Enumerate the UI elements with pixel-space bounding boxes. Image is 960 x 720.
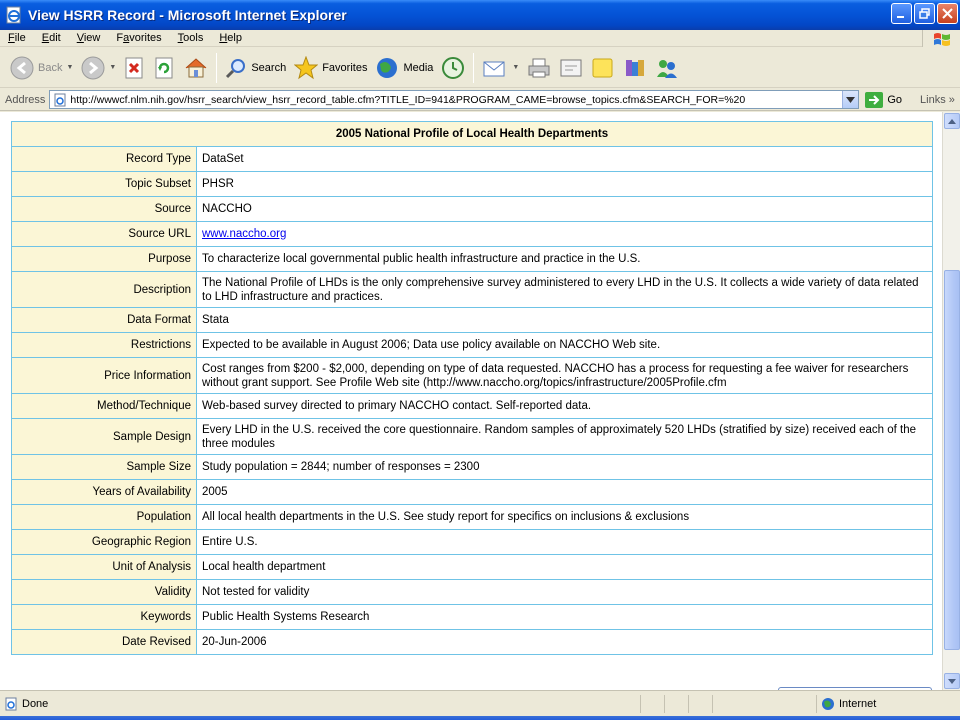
page-content (0, 112, 942, 690)
record-table (11, 121, 933, 655)
page-done-icon (4, 697, 18, 711)
refresh-icon (154, 57, 176, 79)
source-url-link[interactable]: www.naccho.org (202, 228, 287, 240)
field-value: NACCHO (197, 197, 933, 222)
edit-button[interactable] (555, 51, 587, 85)
minimize-button[interactable] (891, 3, 912, 24)
field-value: Local health department (197, 555, 933, 580)
messenger-people-icon (655, 57, 679, 79)
title-bar (0, 0, 960, 30)
links-label: Links (920, 93, 946, 106)
stop-button[interactable] (120, 51, 150, 85)
window-title: View HSRR Record - Microsoft Internet Explorer (28, 7, 347, 23)
status-panel (664, 695, 665, 713)
status-text: Done (22, 698, 49, 710)
field-label: Topic Subset (12, 172, 197, 197)
record-row (12, 480, 933, 505)
field-label: Description (12, 272, 197, 308)
close-button[interactable] (937, 3, 958, 24)
field-value: Expected to be available in August 2006; Data use policy available on NACCHO Web site. (197, 333, 933, 358)
home-icon (184, 57, 208, 79)
field-label: Price Information (12, 358, 197, 394)
star-icon (294, 56, 318, 80)
page-icon (53, 93, 67, 107)
record-row (12, 197, 933, 222)
address-dropdown-button[interactable] (842, 91, 858, 108)
record-row (12, 247, 933, 272)
history-icon (441, 56, 465, 80)
field-value: Entire U.S. (197, 530, 933, 555)
chevron-down-icon (846, 97, 855, 103)
record-title: 2005 National Profile of Local Health Departments (12, 122, 933, 147)
address-label: Address (5, 93, 46, 106)
back-label: Back (38, 61, 63, 74)
field-label: Geographic Region (12, 530, 197, 555)
record-row (12, 555, 933, 580)
field-value (197, 222, 933, 247)
search-icon (225, 57, 247, 79)
history-button[interactable] (437, 51, 469, 85)
address-input[interactable] (49, 90, 859, 109)
field-value: Study population = 2844; number of responses = 2300 (197, 455, 933, 480)
media-button[interactable] (371, 51, 437, 85)
maximize-button[interactable] (914, 3, 935, 24)
scroll-up-button[interactable] (944, 113, 960, 129)
field-label: Population (12, 505, 197, 530)
field-value: Cost ranges from $200 - $2,000, depending on type of data requested. NACCHO has a process for requesting a fee waiver for researchers without grant support. See Profile Web site (http://www.naccho.org/topics/infrastructure/2005Profile.cfm (197, 358, 933, 394)
record-row (12, 605, 933, 630)
vertical-scrollbar[interactable] (942, 112, 960, 690)
chevron-down-icon[interactable]: ▼ (109, 64, 117, 71)
field-label: Data Format (12, 308, 197, 333)
record-row (12, 455, 933, 480)
edit-page-icon (559, 57, 583, 79)
field-label: Unit of Analysis (12, 555, 197, 580)
go-button[interactable] (865, 92, 902, 108)
go-arrow-icon (865, 92, 883, 108)
ie-page-icon (5, 6, 23, 24)
field-label: Validity (12, 580, 197, 605)
media-globe-icon (375, 56, 399, 80)
field-value: To characterize local governmental public health infrastructure and practice in the U.S. (197, 247, 933, 272)
refresh-button[interactable] (150, 51, 180, 85)
record-row (12, 333, 933, 358)
status-panel (640, 695, 641, 713)
field-label: Source URL (12, 222, 197, 247)
research-books-icon (623, 57, 647, 79)
home-button[interactable] (180, 51, 212, 85)
record-row (12, 172, 933, 197)
menu-file[interactable]: File (8, 32, 26, 44)
record-row (12, 630, 933, 655)
field-value: The National Profile of LHDs is the only comprehensive survey administered to every LHD in the U.S. It collects a wide variety of data related to LHD infrastructure and practices. (197, 272, 933, 308)
minimize-icon (896, 8, 907, 19)
chevron-down-icon[interactable]: ▼ (512, 64, 520, 71)
windows-logo-icon (922, 30, 960, 47)
standard-toolbar (0, 48, 960, 88)
menu-edit[interactable]: Edit (41, 32, 61, 44)
search-button[interactable] (221, 51, 290, 85)
research-button[interactable] (619, 51, 651, 85)
print-button[interactable] (523, 51, 555, 85)
menu-favorites[interactable]: Favorites (116, 32, 162, 44)
menu-bar (0, 30, 960, 47)
messenger-button[interactable] (651, 51, 683, 85)
status-panel (688, 695, 689, 713)
field-value: Every LHD in the U.S. received the core questionnaire. Random samples of approximately 520 LHDs (stratified by size) received each of the three modules (197, 419, 933, 455)
mail-icon (482, 57, 508, 79)
internet-globe-icon (821, 697, 835, 711)
field-value: Public Health Systems Research (197, 605, 933, 630)
field-label: Purpose (12, 247, 197, 272)
field-label: Source (12, 197, 197, 222)
status-bar (0, 690, 960, 720)
record-row (12, 147, 933, 172)
record-row (12, 419, 933, 455)
field-value: 2005 (197, 480, 933, 505)
field-value: Not tested for validity (197, 580, 933, 605)
media-label: Media (403, 61, 434, 74)
go-label: Go (887, 93, 903, 106)
address-bar (0, 89, 960, 111)
back-arrow-icon (10, 56, 34, 80)
forward-button[interactable] (77, 51, 120, 85)
menu-tools[interactable]: Tools (177, 32, 204, 44)
chevron-up-icon (948, 119, 956, 124)
note-icon (591, 57, 615, 79)
toolbar-separator (216, 53, 217, 83)
record-row (12, 272, 933, 308)
record-row (12, 308, 933, 333)
record-title-row (12, 122, 933, 147)
mail-button[interactable] (478, 51, 523, 85)
field-value: All local health departments in the U.S. See study report for specifics on inclusions & exclusions (197, 505, 933, 530)
restore-icon (919, 8, 930, 19)
status-panel (712, 695, 713, 713)
chevron-double-right-icon: » (948, 93, 955, 106)
field-value: Web-based survey directed to primary NACCHO contact. Self-reported data. (197, 394, 933, 419)
menu-help[interactable]: Help (219, 32, 242, 44)
record-row (12, 222, 933, 247)
field-value: Stata (197, 308, 933, 333)
printer-icon (527, 57, 551, 79)
favorites-label: Favorites (322, 61, 368, 74)
taskbar-edge (0, 716, 960, 720)
chevron-down-icon[interactable]: ▼ (66, 64, 74, 71)
record-row (12, 530, 933, 555)
close-icon (942, 8, 953, 19)
field-label: Sample Size (12, 455, 197, 480)
security-zone (816, 695, 876, 713)
menu-view[interactable]: View (76, 32, 101, 44)
favorites-button[interactable] (290, 51, 371, 85)
field-label: Date Revised (12, 630, 197, 655)
record-row (12, 358, 933, 394)
field-label: Record Type (12, 147, 197, 172)
scroll-down-button[interactable] (944, 673, 960, 689)
back-button[interactable] (6, 51, 77, 85)
field-value: PHSR (197, 172, 933, 197)
field-label: Restrictions (12, 333, 197, 358)
toolbar-separator (473, 53, 474, 83)
address-url: http://wwwcf.nlm.nih.gov/hsrr_search/view_hsrr_record_table.cfm?TITLE_ID=941&PROGRAM_CAME=browse_topics.cfm&SEARCH_FOR=%20 (70, 93, 746, 106)
field-label: Keywords (12, 605, 197, 630)
links-button[interactable] (920, 94, 955, 106)
field-label: Years of Availability (12, 480, 197, 505)
field-label: Sample Design (12, 419, 197, 455)
security-zone-label: Internet (839, 698, 877, 710)
record-row (12, 505, 933, 530)
scrollbar-thumb[interactable] (944, 270, 960, 650)
field-label: Method/Technique (12, 394, 197, 419)
field-value: DataSet (197, 147, 933, 172)
record-row (12, 394, 933, 419)
discuss-button[interactable] (587, 51, 619, 85)
forward-arrow-icon (81, 56, 105, 80)
record-row (12, 580, 933, 605)
search-label: Search (251, 61, 287, 74)
stop-icon (124, 57, 146, 79)
chevron-down-icon (948, 679, 956, 684)
field-value: 20-Jun-2006 (197, 630, 933, 655)
